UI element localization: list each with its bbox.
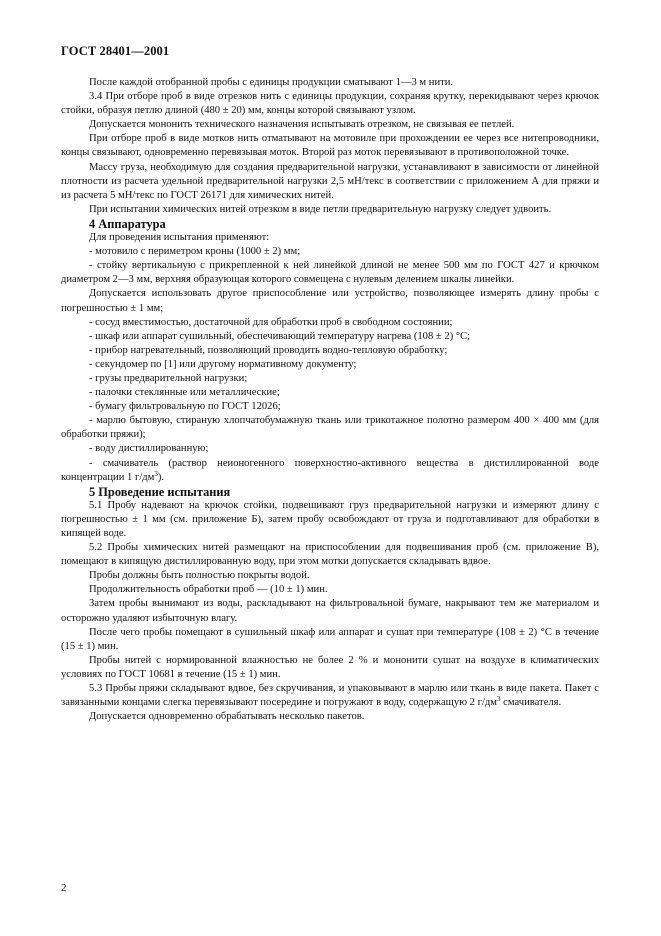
clause-5-2: 5.2 Пробы химических нитей размещают на приспособлении для подвешивания проб (см. приложение В), помещают в кипящую дистиллированную воду, при этом мотки допускается складывать вдвое. [61, 542, 599, 568]
equipment-item: - бумагу фильтровальную по ГОСТ 12026; [89, 401, 281, 413]
equipment-item: - сосуд вместимостью, достаточной для обработки проб в свободном состоянии; [89, 316, 453, 328]
intro-paragraph: При отборе проб в виде мотков нить отматывают на мотовиле при прохождении ее через все нитепроводники, концы связывают, одновременно перевязывая моток. Второй раз моток перевязывают в противоположной точке. [61, 133, 599, 159]
equipment-item: - прибор нагревательный, позволяющий проводить водно-тепловую обработку; [89, 344, 448, 356]
clause-5-3 [61, 682, 599, 710]
section-5-heading: 5 Проведение испытания [89, 484, 231, 499]
clause-5-3-end: смачивателя. [500, 697, 562, 709]
equipment-item-wetting-agent [61, 457, 599, 485]
clause-5-1: 5.1 Пробу надевают на крючок стойки, подвешивают груз предварительной нагрузки и измеряют длину с погрешностью ± 1 мм (см. приложение Б), затем пробу освобождают от груза и подготавливают для обработки в кипящей воде. [61, 499, 599, 539]
intro-paragraph: Массу груза, необходимую для создания предварительной нагрузки, устанавливают в зависимости от линейной плотности из расчета удельной предварительной нагрузки 2,5 мН/текс в соответствии с приложением А для пряжи и из расчета 5 мН/текс по ГОСТ 26171 для химических нитей. [61, 161, 599, 201]
page-number: 2 [61, 882, 67, 894]
clause-5-3-text: 5.3 Пробы пряжи складывают вдвое, без скручивания, и упаковывают в марлю или ткань в виде пакета. Пакет с завязанными концами слегка перевязывают посередине и погружают в воду, содержащую 2 г/дм [61, 683, 599, 709]
equipment-item: - грузы предварительной нагрузки; [89, 372, 248, 384]
procedure-paragraph: Затем пробы вынимают из воды, раскладывают на фильтровальной бумаге, накрывают тем же материалом и осторожно удаляют избыточную влагу. [61, 598, 599, 624]
document-body [61, 76, 599, 724]
intro-paragraph: При испытании химических нитей отрезком в виде петли предварительную нагрузку следует удвоить. [89, 203, 552, 215]
section-4-heading: 4 Аппаратура [89, 216, 166, 231]
equipment-item: - марлю бытовую, стираную хлопчатобумажную ткань или трикотажное полотно размером 400 × 400 мм (для обработки пряжи); [61, 415, 599, 441]
equipment-item: - стойку вертикальную с прикрепленной к ней линейкой длиной не менее 500 мм по ГОСТ 427 и крючком диаметром 2—3 мм, верхняя образующая которого совмещена с нулевым делением шкалы линейки. [61, 260, 599, 286]
procedure-paragraph: Пробы должны быть полностью покрыты водой. [89, 570, 310, 582]
procedure-paragraph: Продолжительность обработки проб — (10 ± 1) мин. [89, 584, 328, 596]
equipment-item: - воду дистиллированную; [89, 443, 209, 455]
wetting-agent-text: - смачиватель (раствор неионогенного поверхностно-активного вещества в дистиллированной воде концентрации 1 г/дм [61, 457, 599, 483]
section-4-lead: Для проведения испытания применяют: [89, 232, 270, 244]
clause-3-4: 3.4 При отборе проб в виде отрезков нить с единицы продукции, сохраняя крутку, перекидывают через крючок стойки, образуя петлю длиной (480 ± 20) мм, концы которой связывают узлом. [61, 91, 599, 117]
superscript: 3 [154, 469, 158, 478]
wetting-agent-end: ). [157, 471, 165, 483]
equipment-note: Допускается использовать другое приспособление или устройство, позволяющее измерять длину пробы с погрешностью ± 1 мм; [61, 288, 599, 314]
procedure-paragraph: Допускается одновременно обрабатывать несколько пакетов. [89, 711, 365, 723]
intro-paragraph: Допускается мононить технического назначения испытывать отрезком, не связывая ее петлей. [89, 119, 515, 131]
equipment-item: - палочки стеклянные или металлические; [89, 387, 280, 399]
procedure-paragraph: После чего пробы помещают в сушильный шкаф или аппарат и сушат при температуре (108 ± 2) °С в течение (15 ± 1) мин. [61, 626, 599, 652]
equipment-item: - шкаф или аппарат сушильный, обеспечивающий температуру нагрева (108 ± 2) °С; [89, 330, 471, 342]
intro-paragraph: После каждой отобранной пробы с единицы продукции сматывают 1—3 м нити. [89, 77, 454, 88]
procedure-paragraph: Пробы нитей с нормированной влажностью не более 2 % и мононити сушат на воздухе в климатических условиях по ГОСТ 10681 в течение (15 ± 1) мин. [61, 654, 599, 680]
document-header-code: ГОСТ 28401—2001 [61, 44, 170, 58]
equipment-item: - секундомер по [1] или другому нормативному документу; [89, 358, 357, 370]
equipment-item: - мотовило с периметром кроны (1000 ± 2) мм; [89, 246, 301, 258]
superscript: 3 [497, 695, 501, 704]
